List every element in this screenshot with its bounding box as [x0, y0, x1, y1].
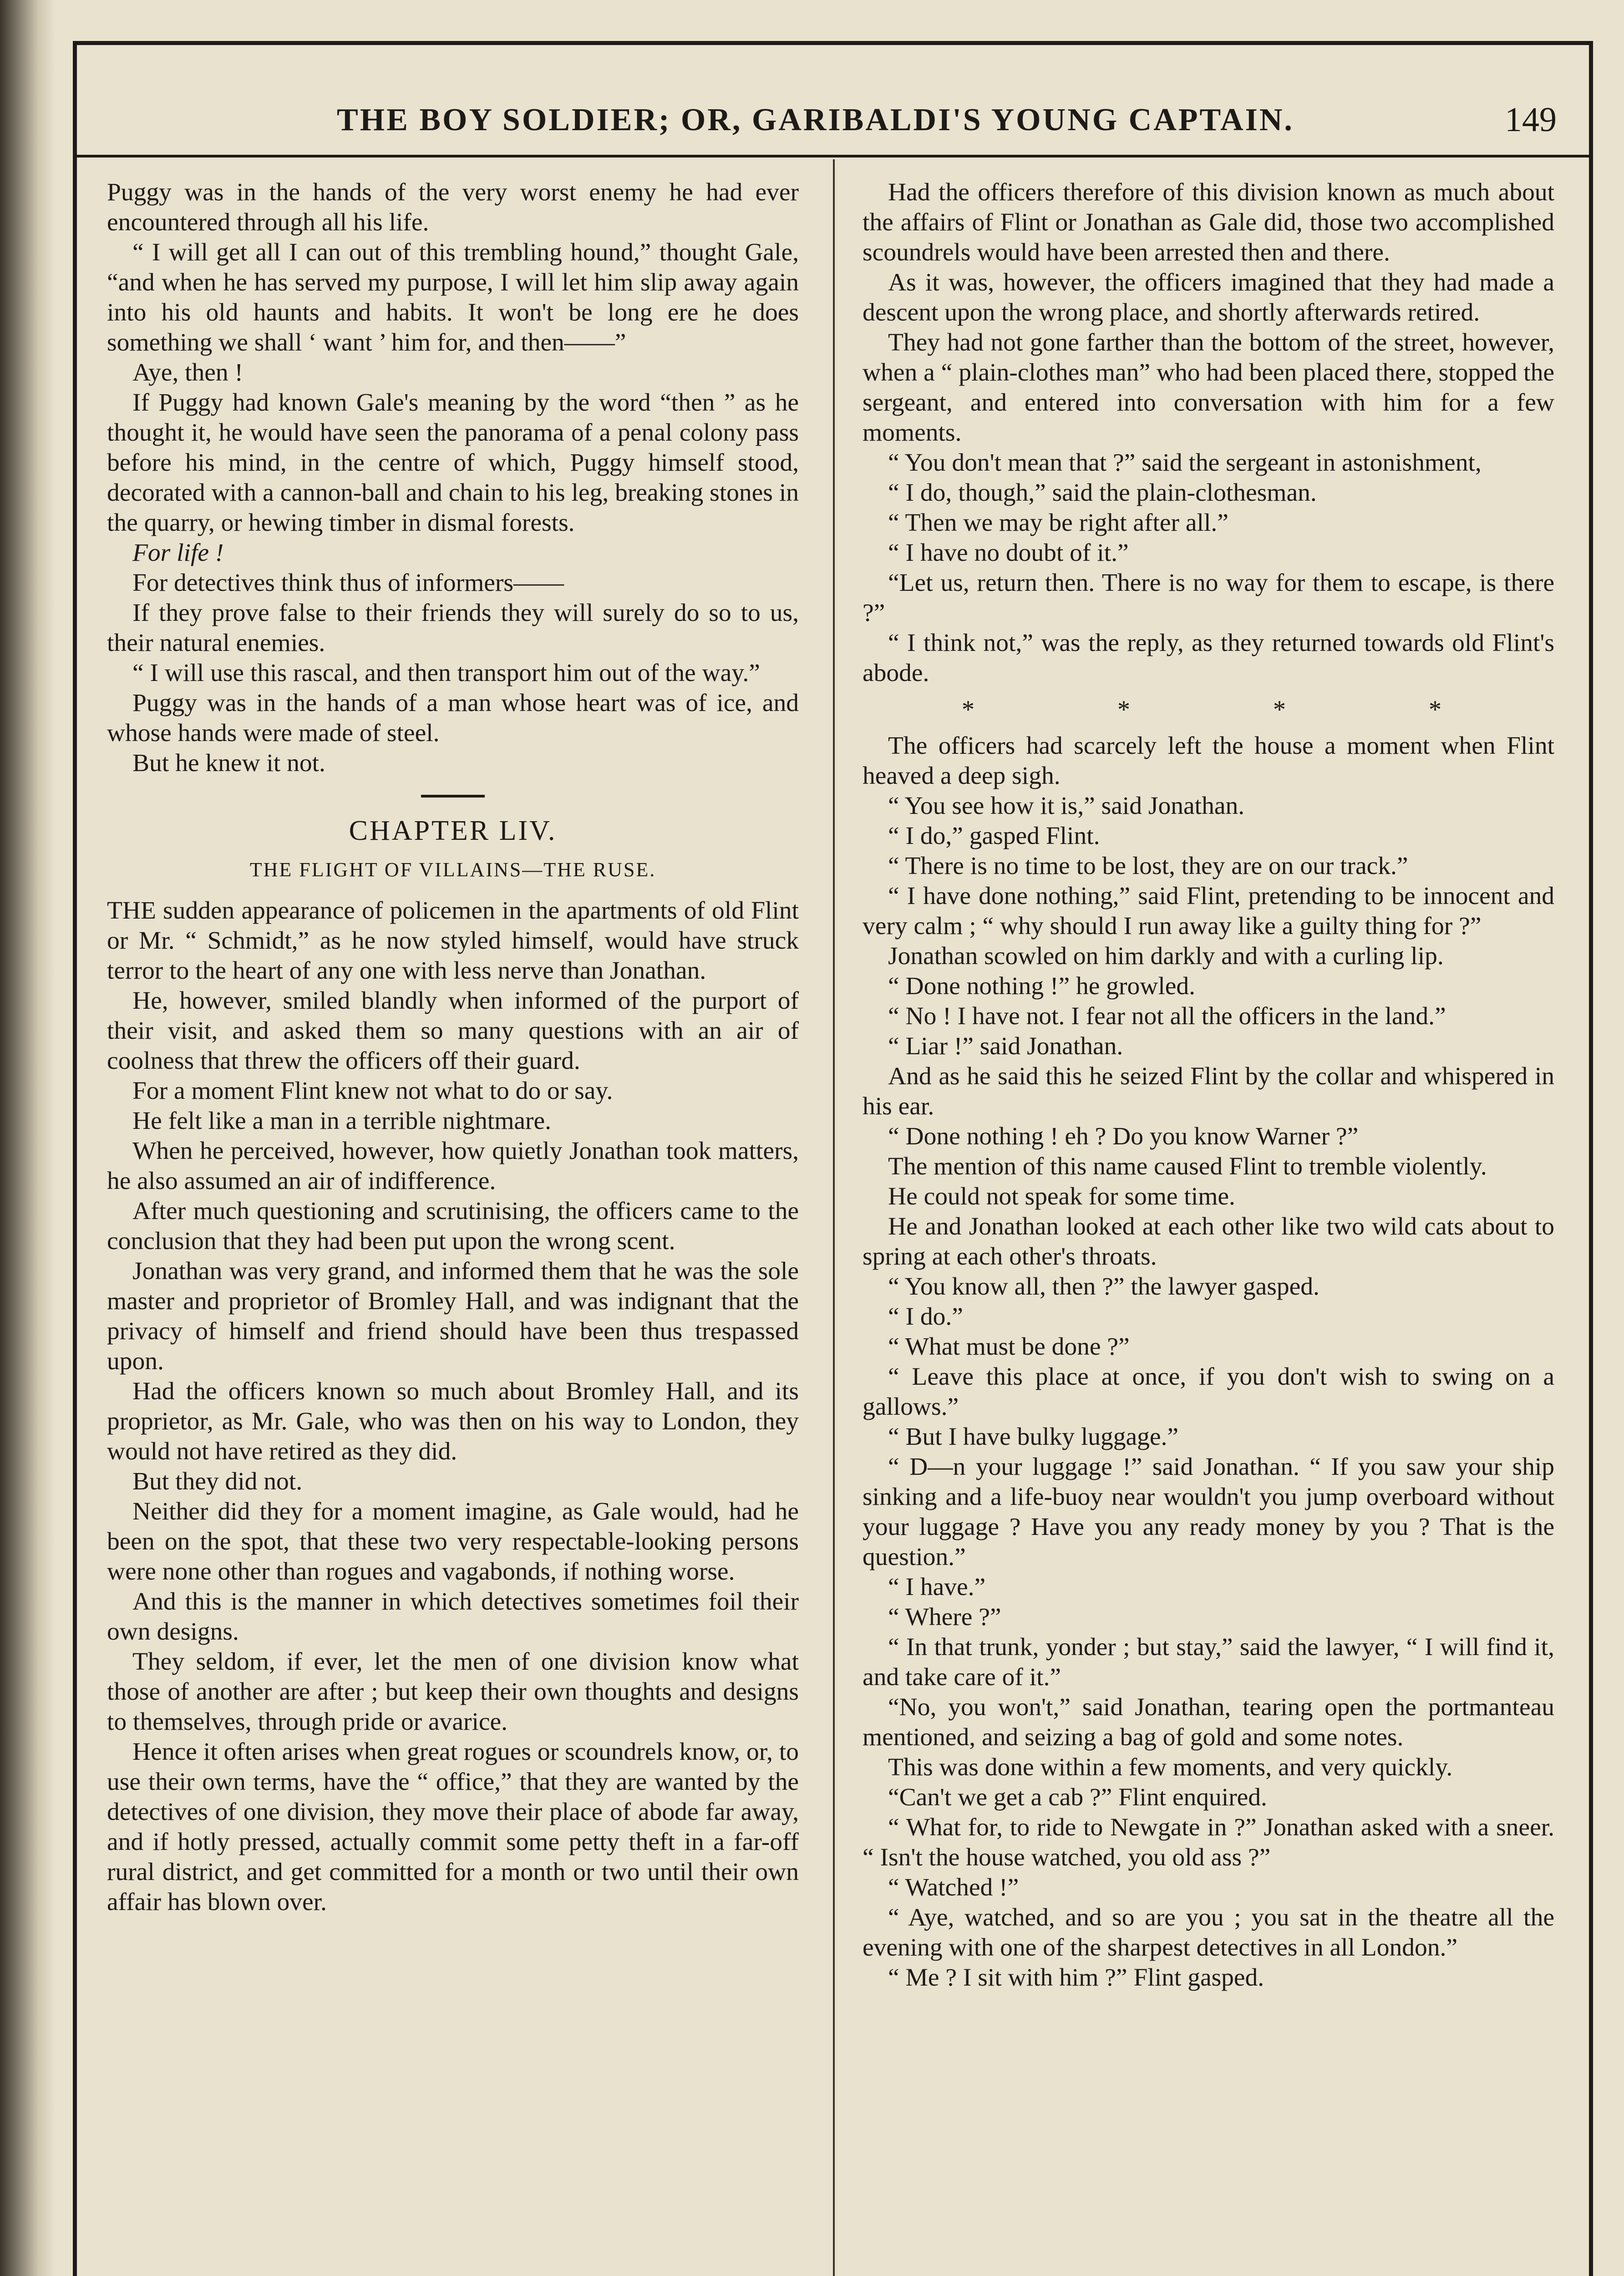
- binding-shadow: [0, 0, 55, 2276]
- paragraph: “ Done nothing !” he growled.: [888, 972, 1196, 1000]
- paragraph: Had the officers therefore of this division known as much about the affairs of Flint or Jonathan as Gale did, those two accomplished scoundrels would have been arrested then and there.: [863, 178, 1554, 266]
- paragraph: Jonathan was very grand, and informed them that he was the sole master and proprietor of Bromley Hall, and was indignant that the privacy of himself and friend should have been thus trespassed upon.: [107, 1257, 799, 1375]
- paragraph: “Can't we get a cab ?” Flint enquired.: [888, 1783, 1267, 1811]
- paragraph: Hence it often arises when great rogues or scoundrels know, or, to use their own terms, have the “ office,” that they are wanted by the detectives of one division, they move their place of abode far away, and if hotly pressed, actually commit some petty theft in a far-off rural district, and get committed for a month or two until their own affair has blown over.: [107, 1738, 799, 1916]
- paragraph: “ I will use this rascal, and then transport him out of the way.”: [132, 659, 760, 687]
- paragraph: If Puggy had known Gale's meaning by the word “then ” as he thought it, he would have seen the panorama of a penal colony pass before his mind, in the centre of which, Puggy himself stood, decorated with a cannon-ball and chain to his leg, breaking stones in the quarry, or hewing timber in dismal forests.: [107, 389, 799, 537]
- column-divider: [833, 159, 835, 2276]
- paragraph: “ There is no time to be lost, they are on our track.”: [888, 852, 1408, 880]
- paragraph: “ You see how it is,” said Jonathan.: [888, 792, 1245, 820]
- paragraph: “ I do, though,” said the plain-clothesman.: [888, 479, 1317, 507]
- paragraph: “Let us, return then. There is no way for them to escape, is there ?”: [863, 569, 1554, 627]
- chapter-subtitle: THE FLIGHT OF VILLAINS—THE RUSE.: [249, 859, 656, 881]
- paragraph: “ I have no doubt of it.”: [888, 539, 1129, 567]
- paragraph: Neither did they for a moment imagine, as Gale would, had he been on the spot, that these two very respectable-looking persons were none other than rogues and vagabonds, if nothing worse.: [107, 1498, 799, 1585]
- right-column: [863, 178, 1554, 2276]
- paragraph: “ I have done nothing,” said Flint, pretending to be innocent and very calm ; “ why should I run away like a guilty thing for ?”: [863, 882, 1554, 940]
- paragraph: “ You don't mean that ?” said the sergeant in astonishment,: [888, 449, 1482, 477]
- paragraph: “ Where ?”: [888, 1603, 1001, 1631]
- running-title: THE BOY SOLDIER; OR, GARIBALDI'S YOUNG CAPTAIN.: [337, 102, 1294, 137]
- paragraph: He, however, smiled blandly when informed of the purport of their visit, and asked them so many questions with an air of coolness that threw the officers off their guard.: [107, 987, 799, 1075]
- paragraph: Puggy was in the hands of a man whose heart was of ice, and whose hands were made of steel.: [107, 689, 799, 747]
- paragraph: The mention of this name caused Flint to tremble violently.: [888, 1153, 1487, 1180]
- paragraph: For life !: [132, 539, 224, 567]
- paragraph: “ Leave this place at once, if you don't wish to swing on a gallows.”: [863, 1363, 1554, 1421]
- paragraph: And as he said this he seized Flint by the collar and whispered in his ear.: [863, 1062, 1554, 1120]
- paragraph: Jonathan scowled on him darkly and with a curling lip.: [888, 942, 1444, 970]
- paragraph: Puggy was in the hands of the very worst enemy he had ever encountered through all his life.: [107, 178, 799, 236]
- paragraph: “ Done nothing ! eh ? Do you know Warner ?”: [888, 1123, 1359, 1150]
- page-header: [73, 68, 1593, 139]
- paragraph: After much questioning and scrutinising, the officers came to the conclusion that they had been put upon the wrong scent.: [107, 1197, 799, 1255]
- paragraph: If they prove false to their friends they will surely do so to us, their natural enemies.: [107, 599, 799, 657]
- paragraph: They had not gone farther than the bottom of the street, however, when a “ plain-clothes man” who had been placed there, stopped the sergeant, and entered into conversation with him for a few moments.: [863, 329, 1554, 447]
- paragraph: They seldom, if ever, let the men of one division know what those of another are after ; but keep their own thoughts and designs to themselves, through pride or avarice.: [107, 1648, 799, 1736]
- left-column: [107, 178, 799, 2276]
- paragraph: THE sudden appearance of policemen in the apartments of old Flint or Mr. “ Schmidt,” as he now styled himself, would have struck terror to the heart of any one with less nerve than Jonathan.: [107, 897, 799, 985]
- paragraph: This was done within a few moments, and very quickly.: [888, 1753, 1453, 1781]
- paragraph: “ Watched !”: [888, 1874, 1019, 1901]
- paragraph: He felt like a man in a terrible nightmare.: [132, 1107, 552, 1135]
- chapter-title: CHAPTER LIV.: [349, 815, 557, 846]
- section-rule: [421, 795, 485, 798]
- paragraph: As it was, however, the officers imagined that they had made a descent upon the wrong place, and shortly afterwards retired.: [863, 269, 1554, 326]
- paragraph: “ D—n your luggage !” said Jonathan. “ If you saw your ship sinking and a life-buoy near wouldn't you jump overboard without your luggage ? Have you any ready money by you ? That is the question.”: [863, 1453, 1554, 1571]
- paragraph: “ But I have bulky luggage.”: [888, 1423, 1179, 1451]
- paragraph: “ No ! I have not. I fear not all the officers in the land.”: [888, 1002, 1446, 1030]
- paragraph: For detectives think thus of informers——: [132, 569, 564, 597]
- paragraph: “ Aye, watched, and so are you ; you sat in the theatre all the evening with one of the sharpest detectives in all London.”: [863, 1904, 1554, 1961]
- paragraph: “ I have.”: [888, 1573, 986, 1601]
- paragraph: “ Liar !” said Jonathan.: [888, 1032, 1123, 1060]
- paragraph: “ I think not,” was the reply, as they returned towards old Flint's abode.: [863, 629, 1554, 687]
- paragraph: He could not speak for some time.: [888, 1183, 1235, 1210]
- paragraph: He and Jonathan looked at each other like two wild cats about to spring at each other's throats.: [863, 1213, 1554, 1270]
- paragraph: “ I do.”: [888, 1303, 963, 1331]
- paragraph: The officers had scarcely left the house a moment when Flint heaved a deep sigh.: [863, 732, 1554, 790]
- paragraph: Had the officers known so much about Bromley Hall, and its proprietor, as Mr. Gale, who was then on his way to London, they would not have retired as they did.: [107, 1377, 799, 1465]
- paragraph: “ What must be done ?”: [888, 1333, 1130, 1361]
- paragraph: But he knew it not.: [132, 749, 325, 777]
- page-number: 149: [1505, 101, 1557, 139]
- paragraph: Aye, then !: [132, 359, 244, 386]
- paragraph: “ You know all, then ?” the lawyer gasped.: [888, 1273, 1320, 1301]
- paragraph: When he perceived, however, how quietly Jonathan took matters, he also assumed an air of indifference.: [107, 1137, 799, 1195]
- paragraph: For a moment Flint knew not what to do or say.: [132, 1077, 613, 1105]
- section-break-stars: * * * *: [962, 696, 1510, 724]
- paragraph: “ I do,” gasped Flint.: [888, 822, 1100, 850]
- paragraph: “ Me ? I sit with him ?” Flint gasped.: [888, 1964, 1264, 1992]
- paragraph: “ I will get all I can out of this trembling hound,” thought Gale, “and when he has served my purpose, I will let him slip away again into his old haunts and habits. It won't be long ere he does something we shall ‘ want ’ him for, and then——”: [107, 239, 799, 356]
- paragraph: But they did not.: [132, 1468, 303, 1495]
- paragraph: “ In that trunk, yonder ; but stay,” said the lawyer, “ I will find it, and take care of it.”: [863, 1633, 1554, 1691]
- paragraph: “ What for, to ride to Newgate in ?” Jonathan asked with a sneer. “ Isn't the house watched, you old ass ?”: [863, 1814, 1554, 1871]
- header-rule: [73, 155, 1593, 157]
- paragraph: And this is the manner in which detectives sometimes foil their own designs.: [107, 1588, 799, 1646]
- paragraph: “ Then we may be right after all.”: [888, 509, 1228, 537]
- paragraph: “No, you won't,” said Jonathan, tearing open the portmanteau mentioned, and seizing a bag of gold and some notes.: [863, 1693, 1554, 1751]
